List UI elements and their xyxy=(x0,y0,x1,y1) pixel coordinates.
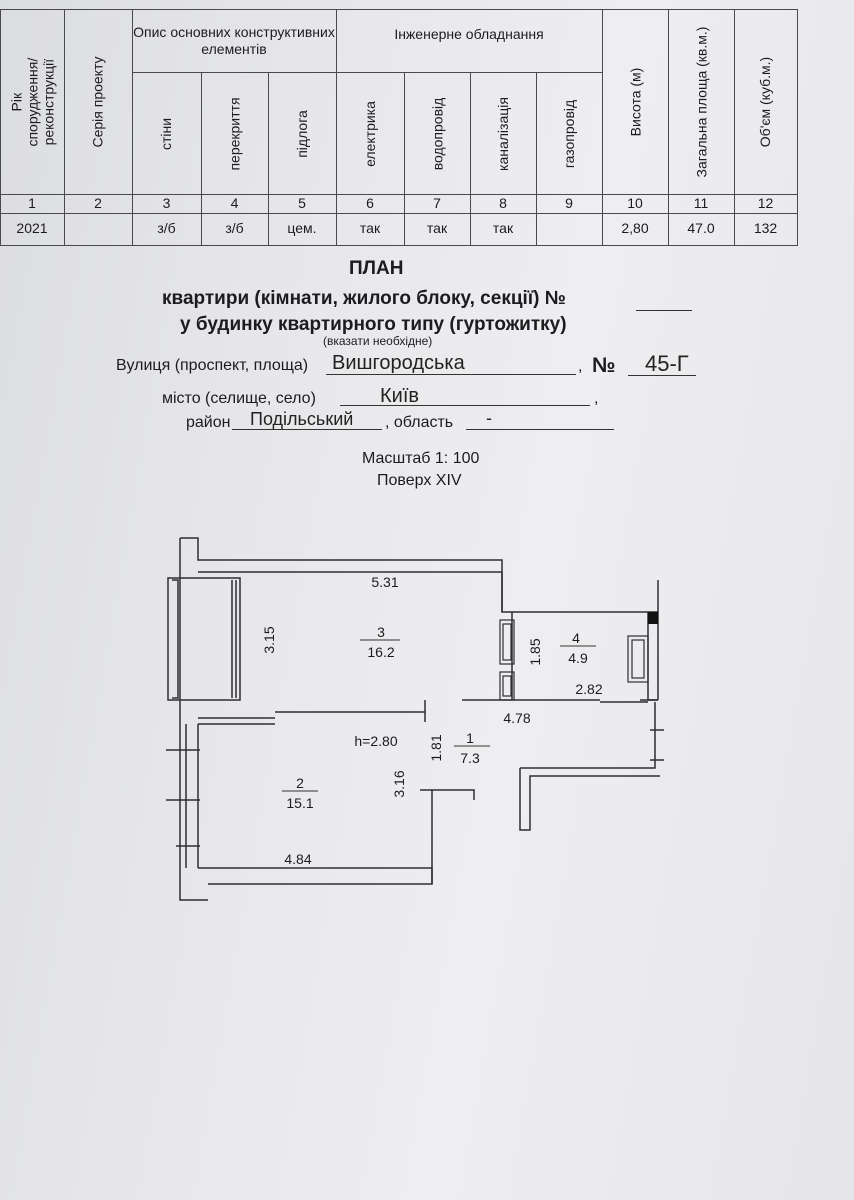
col-number: 11 xyxy=(693,194,709,211)
col-header-year: Рік спорудження/ реконструкції xyxy=(7,57,57,147)
dim-room1-depth: 1.81 xyxy=(428,734,444,762)
doc-subtitle-1: квартири (кімнати, жилого блоку, секції) № xyxy=(162,288,566,309)
room-3-area: 16.2 xyxy=(367,644,395,660)
room-1-number: 1 xyxy=(466,730,474,746)
cell-water: так xyxy=(426,220,448,237)
cell-volume: 132 xyxy=(753,220,778,237)
shaft-marker xyxy=(648,612,658,624)
col-number: 8 xyxy=(499,194,507,211)
cell-floor: цем. xyxy=(287,220,317,237)
region-value: - xyxy=(486,408,492,428)
col-number: 3 xyxy=(162,194,171,211)
col-header-total-area: Загальна площа (кв.м.) xyxy=(693,26,710,178)
region-label: , область xyxy=(385,414,454,431)
room-2-area: 15.1 xyxy=(286,795,314,811)
col-number: 1 xyxy=(28,194,36,211)
dim-room4-depth: 1.85 xyxy=(527,638,543,666)
col-header-gas: газопровід xyxy=(561,99,578,168)
ceiling-height: h=2.80 xyxy=(354,733,398,749)
col-header-volume: Об'єм (куб.м.) xyxy=(757,56,774,148)
col-header-walls: стіни xyxy=(158,117,175,150)
col-number: 10 xyxy=(627,194,643,211)
dim-room2-width: 4.84 xyxy=(284,851,312,867)
col-header-electric: електрика xyxy=(361,100,378,167)
col-number: 12 xyxy=(757,194,774,211)
street-comma: , xyxy=(578,358,583,375)
room-3-number: 3 xyxy=(377,624,385,640)
col-number: 4 xyxy=(230,194,239,211)
room-4-area: 4.9 xyxy=(568,650,588,666)
street-value: Вишгородська xyxy=(332,352,465,374)
room-4-number: 4 xyxy=(572,630,580,646)
doc-subtitle-2: у будинку квартирного типу (гуртожитку) xyxy=(180,314,567,335)
dim-room4-width: 2.82 xyxy=(575,681,603,697)
plan-walls xyxy=(166,538,664,900)
district-value: Подільський xyxy=(250,409,354,429)
cell-year: 2021 xyxy=(16,220,48,237)
room-2-number: 2 xyxy=(296,775,304,791)
cell-total-area: 47.0 xyxy=(687,220,715,237)
city-label: місто (селище, село) xyxy=(162,390,316,407)
col-number: 5 xyxy=(298,194,306,211)
header-engineering: Інженерне обладнання xyxy=(394,26,544,43)
col-number: 7 xyxy=(433,194,441,211)
col-header-floor: підлога xyxy=(294,109,310,158)
col-number: 2 xyxy=(94,194,102,211)
cell-sewage: так xyxy=(492,220,514,237)
col-number: 6 xyxy=(366,194,374,211)
col-number: 9 xyxy=(565,194,573,211)
floor-label: Поверх XIV xyxy=(377,472,462,489)
dim-room2-depth: 3.16 xyxy=(391,770,407,798)
street-label: Вулиця (проспект, площа) xyxy=(116,357,309,374)
cell-ceilings: з/б xyxy=(225,220,244,237)
city-comma: , xyxy=(594,390,599,407)
dim-room3-depth: 3.15 xyxy=(261,626,277,654)
district-label: район xyxy=(186,414,231,431)
col-header-height: Висота (м) xyxy=(627,67,643,137)
col-header-sewage: каналізація xyxy=(495,96,511,171)
col-header-water: водопровід xyxy=(429,97,445,170)
room-1-area: 7.3 xyxy=(460,750,480,766)
number-label: № xyxy=(592,354,616,377)
col-header-series: Серія проекту xyxy=(90,56,106,148)
cell-walls: з/б xyxy=(157,220,176,237)
doc-title: ПЛАН xyxy=(349,258,404,279)
header-structural-elements: Опис основних конструктивних елементів xyxy=(133,23,335,57)
doc-note: (вказати необхідне) xyxy=(323,334,433,348)
cell-height: 2,80 xyxy=(621,220,649,237)
house-number: 45-Г xyxy=(645,351,689,376)
cell-electric: так xyxy=(359,220,381,237)
col-header-ceilings: перекриття xyxy=(226,96,243,171)
scale-label: Масштаб 1: 100 xyxy=(362,450,480,467)
city-value: Київ xyxy=(380,385,420,407)
dim-room3-width: 5.31 xyxy=(371,574,399,590)
dim-corridor-length: 4.78 xyxy=(503,710,531,726)
